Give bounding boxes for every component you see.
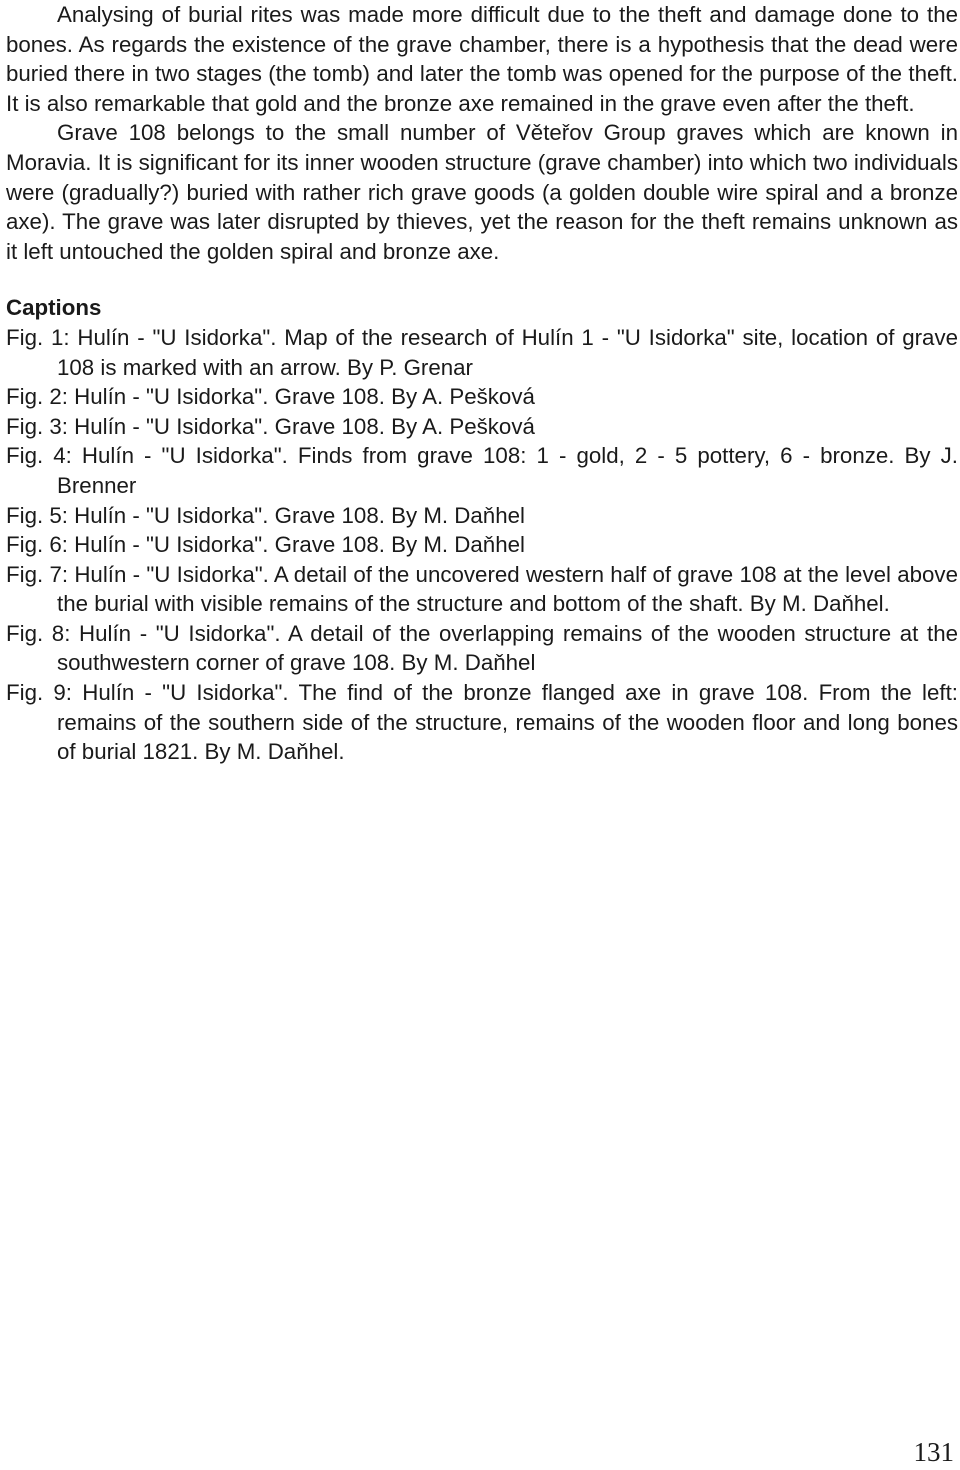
caption-item: Fig. 1: Hulín - "U Isidorka". Map of the research of Hulín 1 - "U Isidorka" site, location of grave 108 is marked with an arrow. By P. Grenar — [6, 324, 958, 380]
caption-item: Fig. 8: Hulín - "U Isidorka". A detail of the overlapping remains of the wooden structure at the southwestern corner of grave 108. By M. Daňhel — [6, 620, 958, 676]
body-paragraph: Grave 108 belongs to the small number of Věteřov Group graves which are known in Moravia. It is significant for its inner wooden structure (grave chamber) into which two individuals were (gradually?) buried with rather rich grave goods (a golden double wire spiral and a bronze axe). The grave was later disrupted by thieves, yet the reason for the theft remains unknown as it left untouched the golden spiral and bronze axe. — [6, 120, 958, 264]
captions-heading: Captions — [6, 295, 102, 321]
body-paragraph: Analysing of burial rites was made more difficult due to the theft and damage done to the bones. As regards the existence of the grave chamber, there is a hypothesis that the dead were buried there in two stages (the tomb) and later the tomb was opened for the purpose of the theft. It is also remarkable that gold and the bronze axe remained in the grave even after the theft. — [6, 2, 958, 116]
caption-item: Fig. 2: Hulín - "U Isidorka". Grave 108. By A. Pešková — [6, 384, 535, 410]
caption-item: Fig. 4: Hulín - "U Isidorka". Finds from grave 108: 1 - gold, 2 - 5 pottery, 6 - bronze. By J. Brenner — [6, 443, 958, 498]
caption-item: Fig. 3: Hulín - "U Isidorka". Grave 108. By A. Pešková — [6, 413, 535, 439]
page-number: 131 — [913, 1437, 954, 1467]
captions-list — [6, 323, 958, 767]
caption-item: Fig. 7: Hulín - "U Isidorka". A detail of the uncovered western half of grave 108 at the level above the burial with visible remains of the structure and bottom of the shaft. By M. Daňhel. — [6, 561, 958, 617]
caption-item: Fig. 5: Hulín - "U Isidorka". Grave 108. By M. Daňhel — [6, 502, 525, 528]
caption-item: Fig. 9: Hulín - "U Isidorka". The find of the bronze flanged axe in grave 108. From the left: remains of the southern side of the structure, remains of the wooden floor and long bones of burial 1821. By M. Daňhel. — [6, 680, 958, 765]
caption-item: Fig. 6: Hulín - "U Isidorka". Grave 108. By M. Daňhel — [6, 532, 525, 558]
document-page — [6, 0, 958, 767]
